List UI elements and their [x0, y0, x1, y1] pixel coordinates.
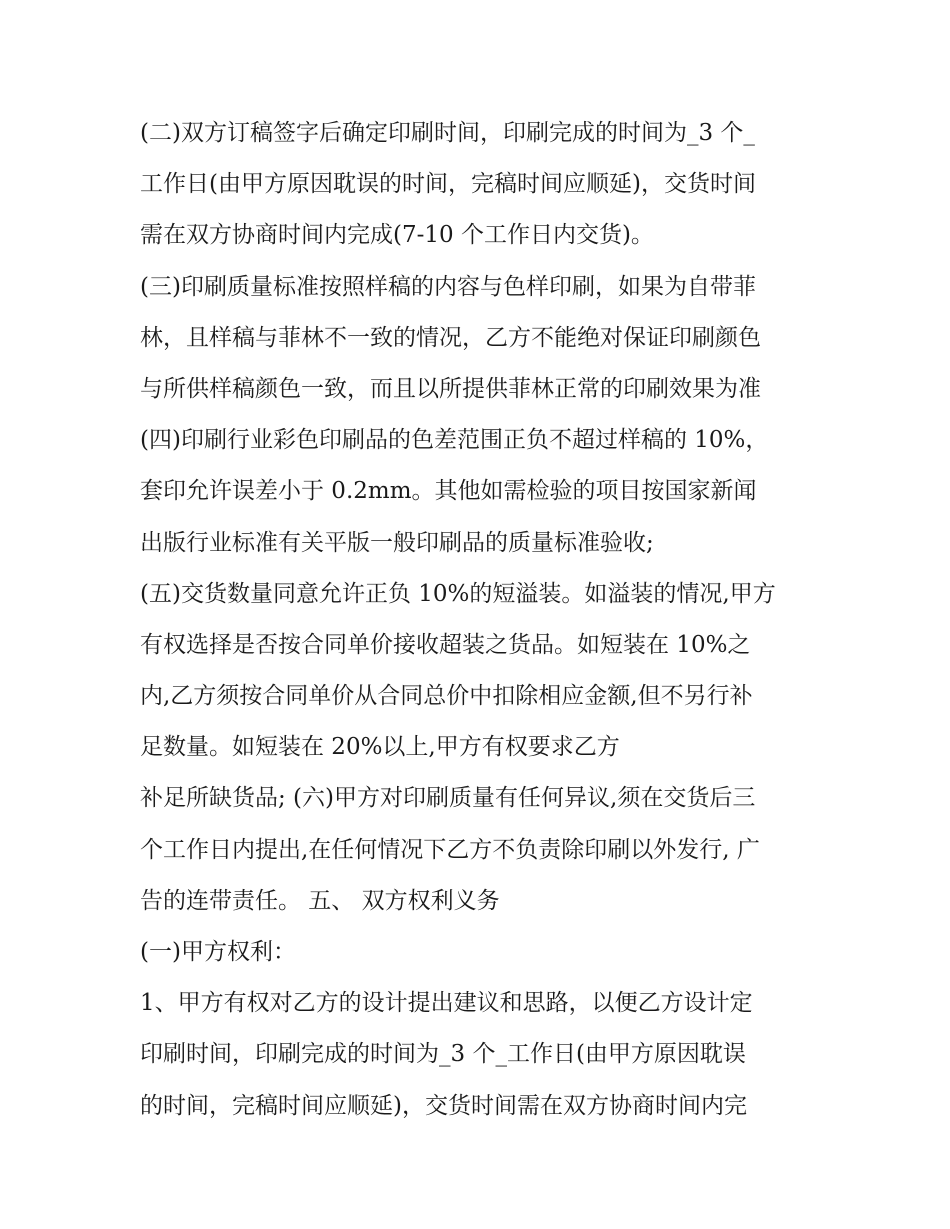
- text-line: (二)双方订稿签字后确定印刷时间，印刷完成的时间为_3 个_: [140, 120, 755, 146]
- text-line: 有权选择是否按合同单价接收超装之货品。如短装在 10%之: [140, 631, 751, 658]
- text-line: (五)交货数量同意允许正负 10%的短溢装。如溢装的情况,甲方: [140, 580, 776, 607]
- text-line: 套印允许误差小于 0.2mm。其他如需检验的项目按国家新闻: [140, 478, 757, 505]
- text-line: (三)印刷质量标准按照样稿的内容与色样印刷，如果为自带菲: [140, 273, 756, 300]
- text-line: 内,乙方须按合同单价从合同总价中扣除相应金额,但不另行补: [140, 683, 753, 710]
- text-line: 告的连带责任。 五、 双方权利义务: [140, 887, 500, 914]
- text-line: (一)甲方权利：: [140, 939, 296, 965]
- text-line: 出版行业标准有关平版一般印刷品的质量标准验收;: [140, 529, 654, 556]
- text-line: 印刷时间，印刷完成的时间为_3 个_工作日(由甲方原因耽误: [140, 1041, 746, 1068]
- text-line: 个工作日内提出,在任何情况下乙方不负责除印刷以外发行, 广: [140, 836, 760, 863]
- text-line: 林，且样稿与菲林不一致的情况，乙方不能绝对保证印刷颜色: [140, 324, 761, 351]
- text-line: 足数量。如短装在 20%以上,甲方有权要求乙方: [140, 734, 620, 761]
- text-line: 的时间，完稿时间应顺延)，交货时间需在双方协商时间内完: [140, 1092, 747, 1119]
- text-line: (四)印刷行业彩色印刷品的色差范围正负不超过样稿的 10%，: [140, 427, 769, 454]
- text-line: 补足所缺货品; (六)甲方对印刷质量有任何异议,须在交货后三: [140, 785, 756, 812]
- text-line: 需在双方协商时间内完成(7-10 个工作日内交货)。: [140, 222, 654, 249]
- text-line: 1、甲方有权对乙方的设计提出建议和思路，以便乙方设计定: [140, 990, 753, 1017]
- text-line: 与所供样稿颜色一致，而且以所提供菲林正常的印刷效果为准: [140, 375, 761, 402]
- document-body: [140, 108, 830, 1132]
- text-line: 工作日(由甲方原因耽误的时间，完稿时间应顺延)，交货时间: [140, 171, 756, 198]
